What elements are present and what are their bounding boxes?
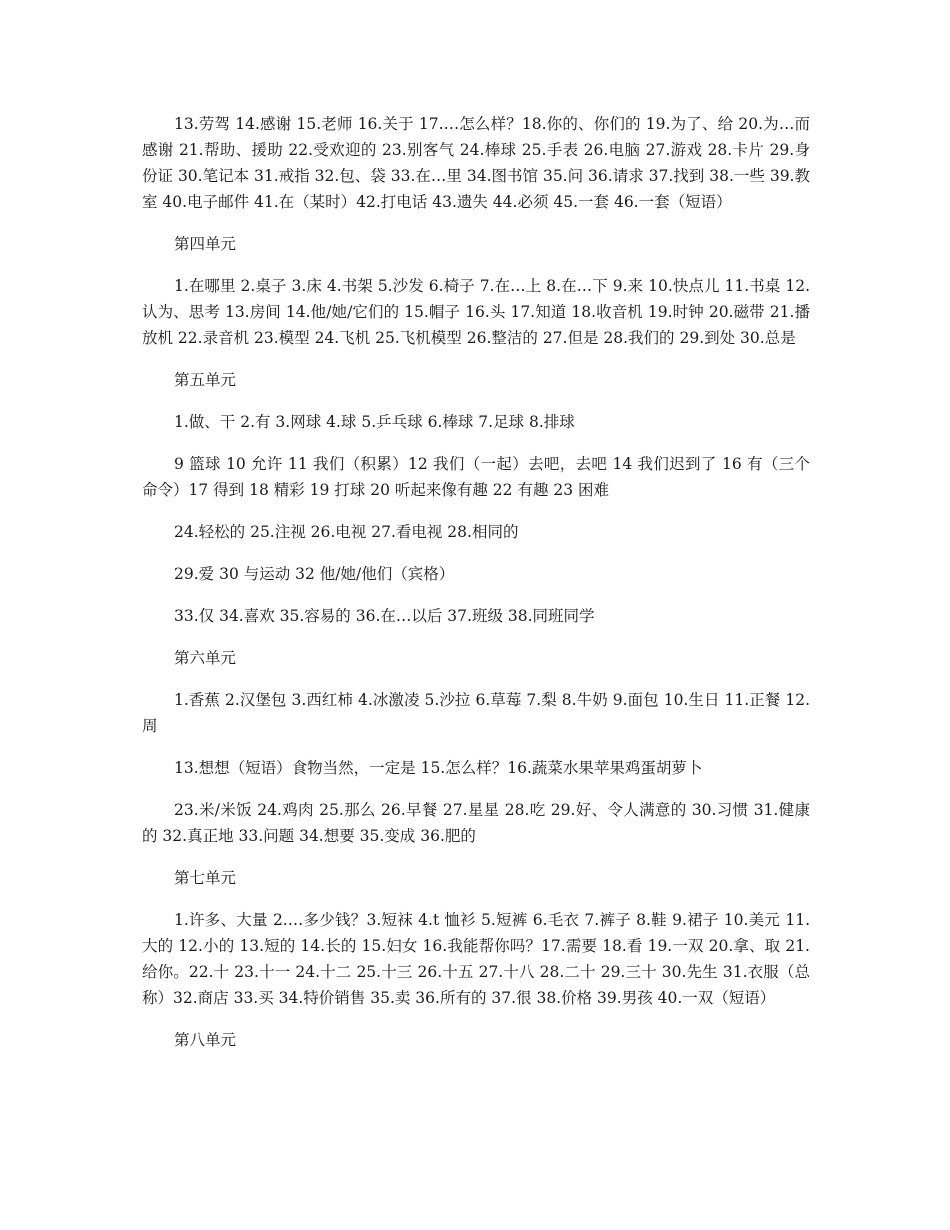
unit-heading: 第四单元 — [174, 235, 237, 253]
vocab-paragraph: 13.想想（短语）食物当然，一定是 15.怎么样？16.蔬菜水果苹果鸡蛋胡萝卜 — [174, 759, 703, 777]
vocab-paragraph: 1.在哪里 2.桌子 3.床 4.书架 5.沙发 6.椅子 7.在…上 8.在…下 9.来 10.快点儿 11.书桌 12.认为、思考 13.房间 14.他/她/它们的 15.帽子 16.头 17.知道 18.收音机 19.时钟 20.磁带 21.播放机 22.录音机 23.模型 24.飞机 25.飞机模型 26.整洁的 27.但是 28.我们的 29.到处 30.总是 — [142, 277, 810, 347]
vocab-paragraph: 23.米/米饭 24.鸡肉 25.那么 26.早餐 27.星星 28.吃 29.好、令人满意的 30.习惯 31.健康的 32.真正地 33.问题 34.想要 35.变成 36.肥的 — [142, 801, 810, 845]
vocab-paragraph: 33.仅 34.喜欢 35.容易的 36.在…以后 37.班级 38.同班同学 — [174, 607, 595, 625]
vocab-paragraph: 24.轻松的 25.注视 26.电视 27.看电视 28.相同的 — [174, 523, 519, 541]
document-page — [142, 111, 810, 1053]
unit-heading: 第五单元 — [174, 371, 237, 389]
vocab-paragraph: 1.许多、大量 2.…多少钱？3.短袜 4.t 恤衫 5.短裤 6.毛衣 7.裤子 8.鞋 9.裙子 10.美元 11.大的 12.小的 13.短的 14.长的 15.妇女 16.我能帮你吗？17.需要 18.看 19.一双 20.拿、取 21.给你。22.十 23.十一 24.十二 25.十三 26.十五 27.十八 28.二十 29.三十 30.先生 31.衣服（总称）32.商店 33.买 34.特价销售 35.卖 36.所有的 37.很 38.价格 39.男孩 40.一双（短语） — [142, 911, 810, 1007]
unit-heading: 第八单元 — [174, 1031, 237, 1049]
vocab-paragraph: 9 篮球 10 允许 11 我们（积累）12 我们（一起）去吧，去吧 14 我们迟到了 16 有（三个命令）17 得到 18 精彩 19 打球 20 听起来像有趣 22 有趣 23 困难 — [142, 455, 810, 499]
vocab-paragraph: 1.做、干 2.有 3.网球 4.球 5.乒乓球 6.棒球 7.足球 8.排球 — [174, 413, 575, 431]
vocab-paragraph: 29.爱 30 与运动 32 他/她/他们（宾格） — [174, 565, 455, 583]
unit-heading: 第六单元 — [174, 649, 237, 667]
vocab-paragraph: 1.香蕉 2.汉堡包 3.西红柿 4.冰激凌 5.沙拉 6.草莓 7.梨 8.牛奶 9.面包 10.生日 11.正餐 12.周 — [142, 691, 810, 735]
unit-heading: 第七单元 — [174, 869, 237, 887]
vocab-paragraph: 13.劳驾 14.感谢 15.老师 16.关于 17.…怎么样？18.你的、你们的 19.为了、给 20.为…而感谢 21.帮助、援助 22.受欢迎的 23.别客气 24.棒球 25.手表 26.电脑 27.游戏 28.卡片 29.身份证 30.笔记本 31.戒指 32.包、袋 33.在…里 34.图书馆 35.问 36.请求 37.找到 38.一些 39.教室 40.电子邮件 41.在（某时）42.打电话 43.遗失 44.必须 45.一套 46.一套（短语） — [142, 115, 810, 211]
